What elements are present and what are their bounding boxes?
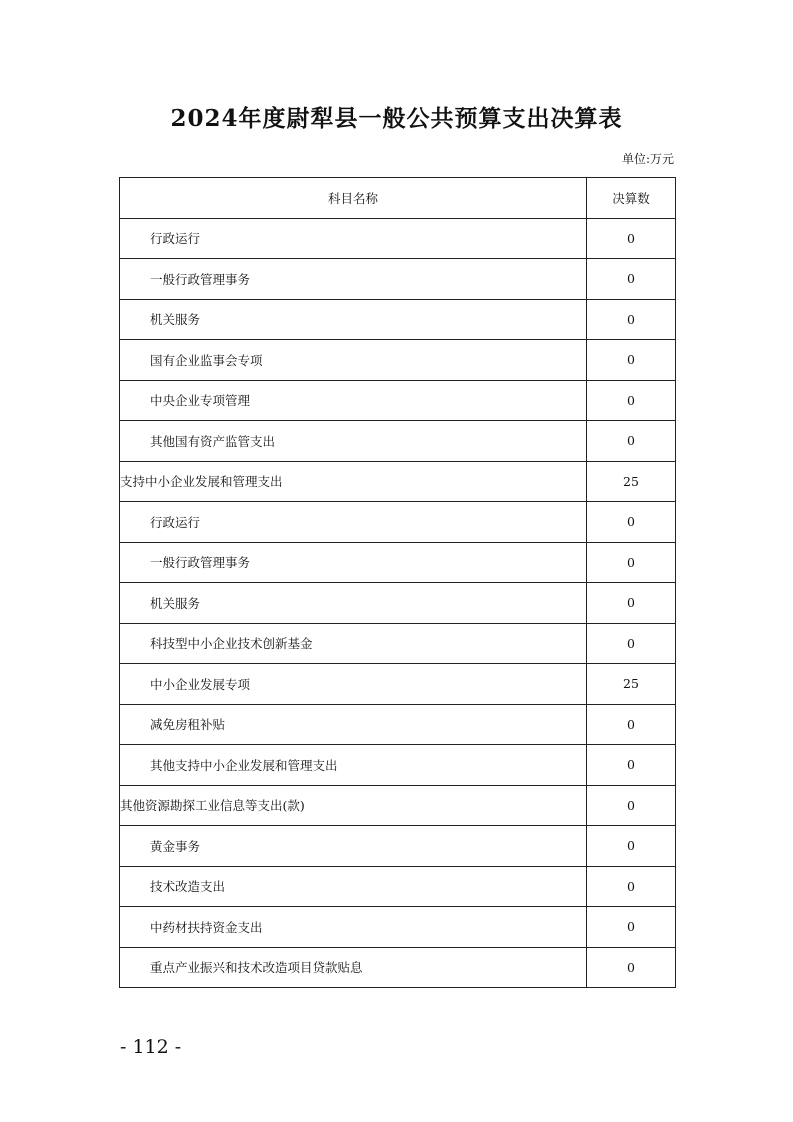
subject-name-cell: 技术改造支出 [120, 866, 587, 907]
page-title: 2024年度尉犁县一般公共预算支出决算表 [170, 105, 623, 132]
final-amount-cell: 25 [587, 461, 676, 502]
page-number: - 112 - [120, 1036, 182, 1058]
final-amount-cell: 0 [587, 380, 676, 421]
table-row [120, 299, 676, 340]
subject-name-cell: 其他支持中小企业发展和管理支出 [120, 745, 587, 786]
subject-name-cell: 重点产业振兴和技术改造项目贷款贴息 [120, 947, 587, 988]
table-row [120, 947, 676, 988]
table-row [120, 583, 676, 624]
final-amount-cell: 0 [587, 745, 676, 786]
table-row [120, 461, 676, 502]
final-amount-cell: 25 [587, 664, 676, 705]
final-amount-cell: 0 [587, 218, 676, 259]
unit-label: 单位:万元 [621, 152, 674, 166]
header-final-amount: 决算数 [587, 178, 676, 219]
table-row [120, 785, 676, 826]
subject-name-cell: 行政运行 [120, 218, 587, 259]
subject-name-cell: 科技型中小企业技术创新基金 [120, 623, 587, 664]
final-amount-cell: 0 [587, 947, 676, 988]
final-amount-cell: 0 [587, 704, 676, 745]
header-subject-name: 科目名称 [120, 178, 587, 219]
final-amount-cell: 0 [587, 299, 676, 340]
final-amount-cell: 0 [587, 907, 676, 948]
table-row [120, 542, 676, 583]
subject-name-cell: 黄金事务 [120, 826, 587, 867]
table-row [120, 664, 676, 705]
final-amount-cell: 0 [587, 623, 676, 664]
table-row [120, 218, 676, 259]
final-amount-cell: 0 [587, 542, 676, 583]
subject-name-cell: 减免房租补贴 [120, 704, 587, 745]
subject-name-cell: 机关服务 [120, 583, 587, 624]
table-row [120, 907, 676, 948]
table-row [120, 826, 676, 867]
final-amount-cell: 0 [587, 259, 676, 300]
table-row [120, 704, 676, 745]
final-amount-cell: 0 [587, 421, 676, 462]
table-row [120, 623, 676, 664]
subject-name-cell: 机关服务 [120, 299, 587, 340]
table-row [120, 866, 676, 907]
final-amount-cell: 0 [587, 826, 676, 867]
final-amount-cell: 0 [587, 785, 676, 826]
subject-name-cell: 一般行政管理事务 [120, 259, 587, 300]
table-row [120, 745, 676, 786]
table-row [120, 340, 676, 381]
subject-name-cell: 行政运行 [120, 502, 587, 543]
final-amount-cell: 0 [587, 502, 676, 543]
subject-name-cell: 中央企业专项管理 [120, 380, 587, 421]
table-row [120, 502, 676, 543]
subject-name-cell: 中药材扶持资金支出 [120, 907, 587, 948]
subject-name-cell: 国有企业监事会专项 [120, 340, 587, 381]
table-row [120, 259, 676, 300]
subject-name-cell: 其他资源勘探工业信息等支出(款) [120, 785, 587, 826]
table-body [120, 218, 676, 988]
subject-name-cell: 支持中小企业发展和管理支出 [120, 461, 587, 502]
final-amount-cell: 0 [587, 583, 676, 624]
subject-name-cell: 中小企业发展专项 [120, 664, 587, 705]
final-amount-cell: 0 [587, 866, 676, 907]
budget-table [119, 177, 676, 988]
table-row [120, 421, 676, 462]
subject-name-cell: 一般行政管理事务 [120, 542, 587, 583]
final-amount-cell: 0 [587, 340, 676, 381]
table-row [120, 380, 676, 421]
table-header-row [120, 178, 676, 219]
subject-name-cell: 其他国有资产监管支出 [120, 421, 587, 462]
